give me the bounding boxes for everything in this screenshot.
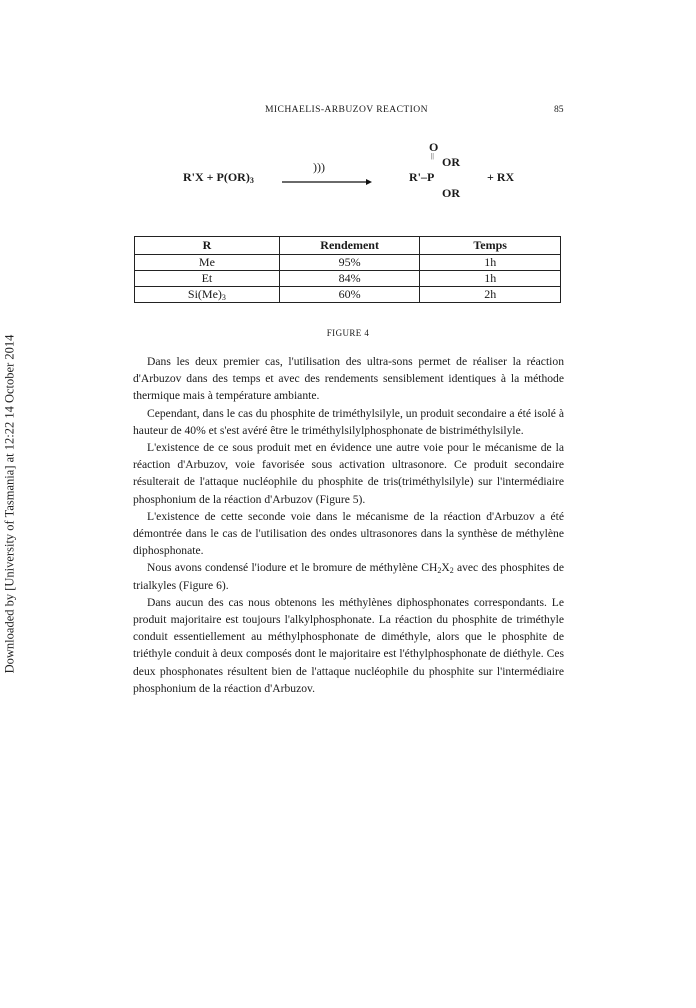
paragraph: L'existence de cette seconde voie dans le mécanisme de la réaction d'Arbuzov a été démontrée dans le cas de l'utilisation des ondes ultrasonores dans la synthèse de méthylène diphosphonate. — [133, 509, 564, 558]
header-r: R — [135, 237, 280, 255]
body-text — [133, 353, 564, 697]
figure-caption: FIGURE 4 — [326, 328, 370, 338]
reaction-arrow — [282, 177, 372, 187]
product-core: R'–P — [409, 170, 435, 184]
running-header — [0, 104, 696, 120]
cell-r: $Si(Me)_3$ — [135, 287, 280, 303]
paragraph: L'existence de ce sous produit met en évidence une autre voie pour le mécanisme de la réaction d'Arbuzov, voie favorisée sous activation ultrasonore. Ce produit secondaire résulterait de l'attaque nucléophile du phosphite de tris(triméthylsilyle) sur l'intermédiaire phosphonium de la réaction d'Arbuzov (Figure 5). — [133, 441, 564, 506]
product-oxygen: O — [429, 140, 439, 154]
yield-table — [134, 236, 561, 303]
paragraph: Nous avons condensé l'iodure et le bromure de méthylène $CH_2X_2$ avec des phosphites de trialkyles (Figure 6). — [133, 561, 564, 592]
table-row — [135, 271, 561, 287]
cell-temps: 2h — [420, 287, 561, 303]
cell-rendement: 84% — [279, 271, 420, 287]
phosphonate-product — [409, 140, 495, 204]
product-or-top: OR — [442, 155, 460, 169]
running-title: MICHAELIS-ARBUZOV REACTION — [265, 104, 428, 115]
product-or-bottom: OR — [442, 186, 460, 200]
table-row — [135, 287, 561, 303]
reactants: $R'X + P(OR)_3$ — [183, 170, 254, 185]
header-temps: Temps — [420, 237, 561, 255]
cell-rendement: 95% — [279, 255, 420, 271]
download-note-text: Downloaded by [University of Tasmania] at 12:22 14 October 2014 — [2, 334, 17, 674]
cell-r: Et — [135, 271, 280, 287]
cell-temps: 1h — [420, 271, 561, 287]
cell-rendement: 60% — [279, 287, 420, 303]
byproduct: + RX — [487, 170, 515, 184]
table-header-row — [135, 237, 561, 255]
cell-r: Me — [135, 255, 280, 271]
cell-temps: 1h — [420, 255, 561, 271]
paragraph: Dans les deux premier cas, l'utilisation des ultra-sons permet de réaliser la réaction d'Arbuzov dans des temps et avec des rendements sensiblement identiques à la méthode thermique mais à température ambiante. — [133, 355, 564, 403]
paragraph: Dans aucun des cas nous obtenons les méthylènes diphosphonates correspondants. Le produit majoritaire est toujours l'alkylphosphonate. La réaction du phosphite de triméthyle conduit essentiellement au méthylphosphonate de diméthyle, alors que le phosphite de triéthyle conduit à deux composés dont le majoritaire est l'éthylphosphonate de diéthyle. Ces deux phosphonates résultent bien de l'attaque nucléophile du phosphite sur l'intermédiaire phosphonium de la réaction d'Arbuzov. — [133, 595, 564, 695]
product-double-bond: || — [431, 152, 434, 160]
reaction-scheme — [0, 140, 696, 210]
table-row — [135, 255, 561, 271]
paragraph: Cependant, dans le cas du phosphite de triméthylsilyle, un produit secondaire a été isolé à hauteur de 40% et s'est avéré être le triméthylsilylphosphonate de bistriméthylsilyle. — [133, 406, 564, 437]
header-rendement: Rendement — [279, 237, 420, 255]
ultrasound-condition: ))) — [313, 160, 325, 174]
page-number: 85 — [554, 104, 564, 115]
